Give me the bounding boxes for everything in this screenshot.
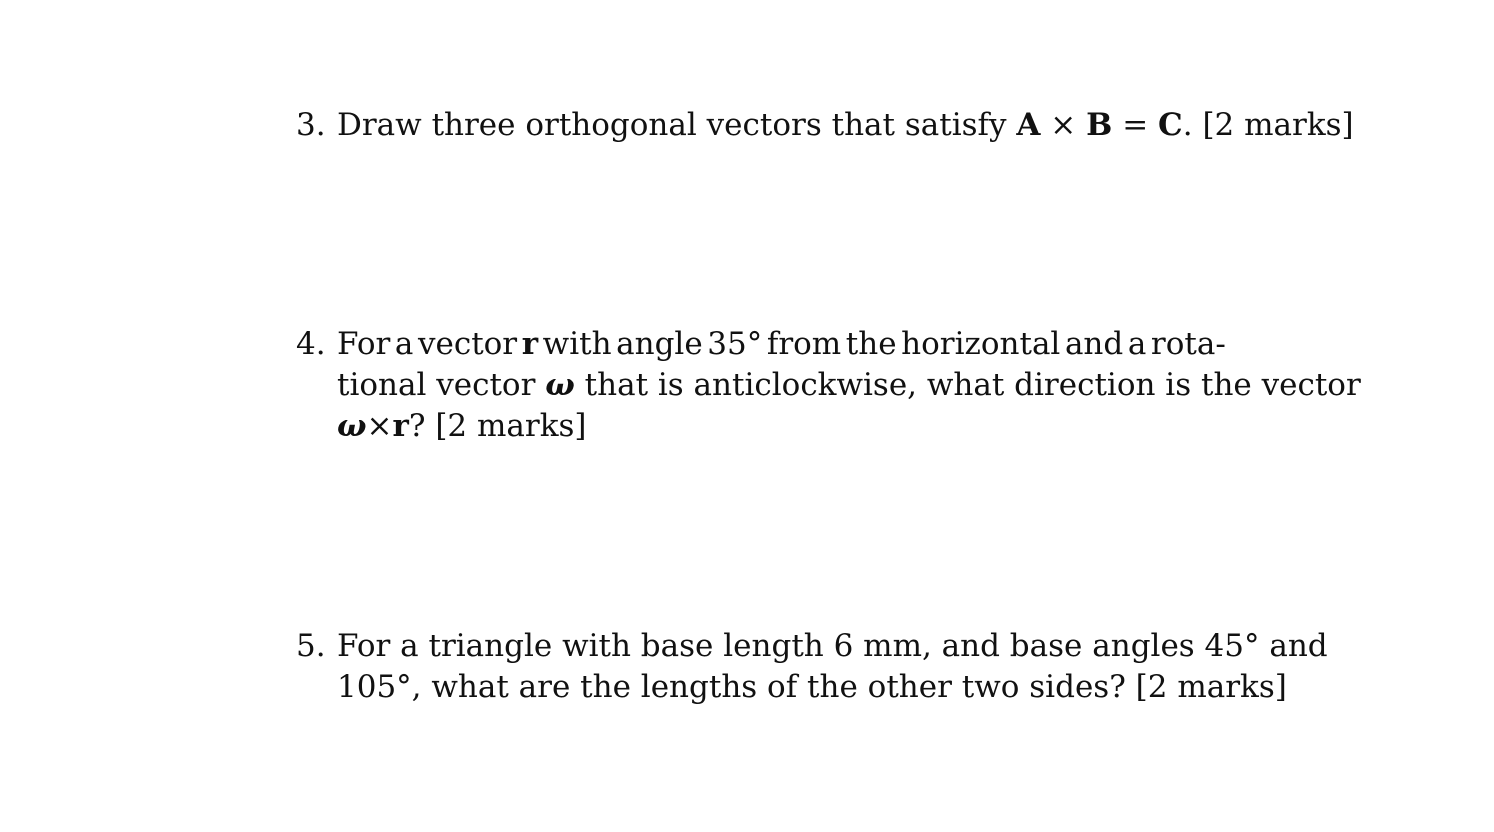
word: a <box>1127 326 1147 362</box>
word: that <box>831 107 895 143</box>
word: horizontal <box>901 326 1061 362</box>
question-line <box>337 105 1354 146</box>
question-text <box>337 626 1328 708</box>
word: satisfy <box>904 107 1007 143</box>
question-number: 3. <box>296 107 326 143</box>
angle-value: 35° <box>707 326 763 362</box>
vector-r: r <box>521 326 539 362</box>
cross-product-symbol: × <box>366 408 393 444</box>
omega-symbol: ω <box>545 367 575 403</box>
question-number: 5. <box>296 628 326 664</box>
equals-symbol: = <box>1122 107 1149 143</box>
question-3 <box>296 105 1354 146</box>
word: from <box>766 326 842 362</box>
question-line <box>337 324 1226 365</box>
period: . <box>1182 107 1193 143</box>
question-line <box>337 406 1226 447</box>
question-line: 105°, what are the lengths of the other two sides? [2 marks] <box>337 669 1287 705</box>
question-4 <box>296 324 1361 447</box>
vector-a: A <box>1016 107 1041 143</box>
text-segment: tional vector <box>337 367 546 403</box>
word: vectors <box>706 107 822 143</box>
word: angle <box>616 326 703 362</box>
question-line <box>337 365 1361 406</box>
text-segment: ? [2 marks] <box>408 408 587 444</box>
word: three <box>431 107 516 143</box>
word: and <box>1064 326 1124 362</box>
question-number: 4. <box>296 326 326 362</box>
omega-symbol: ω <box>337 408 367 444</box>
word: orthogonal <box>525 107 697 143</box>
word: a <box>394 326 414 362</box>
text-segment: that is anticlockwise, what direction is the vector <box>574 367 1361 403</box>
word: vector <box>417 326 518 362</box>
word: Draw <box>337 107 422 143</box>
question-text <box>337 324 1361 447</box>
word: For <box>337 326 391 362</box>
vector-c: C <box>1158 107 1183 143</box>
word: with <box>542 326 612 362</box>
marks-label: [2 marks] <box>1202 107 1354 143</box>
vector-r: r <box>392 408 409 444</box>
word: the <box>845 326 897 362</box>
question-line: For a triangle with base length 6 mm, and base angles 45° and <box>337 628 1328 664</box>
cross-product-symbol: × <box>1050 107 1077 143</box>
word: rota- <box>1150 326 1226 362</box>
question-5 <box>296 626 1328 708</box>
question-text <box>337 105 1354 146</box>
vector-b: B <box>1086 107 1113 143</box>
